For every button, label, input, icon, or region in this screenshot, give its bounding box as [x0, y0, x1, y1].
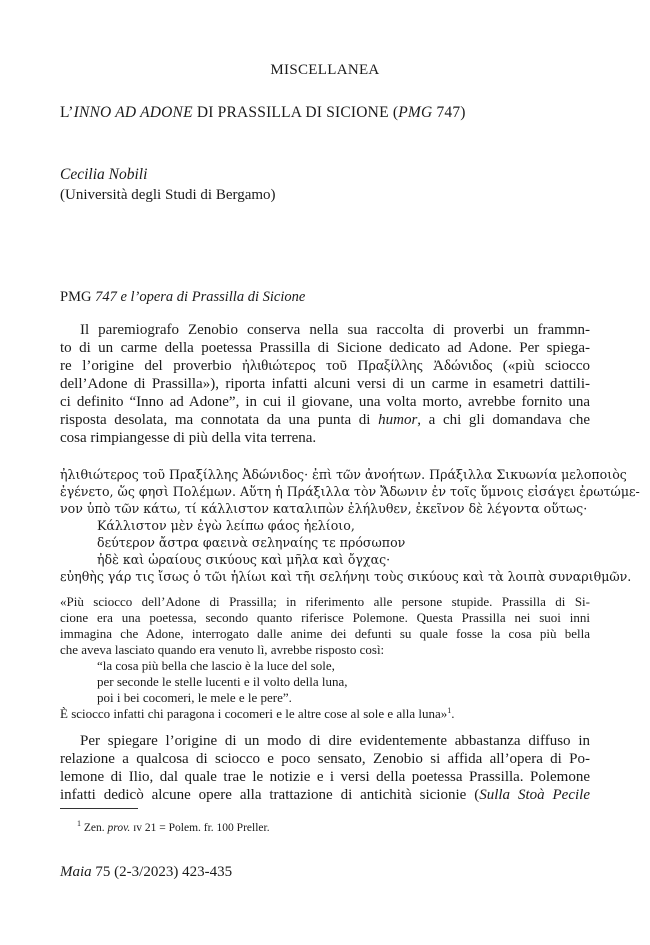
footnote: $^1$ Zen. prov. ɪv 21 = Polem. fr. 100 Preller. [77, 819, 270, 834]
subsection-heading: PMG 747 e l’opera di Prassilla di Sicione [60, 289, 306, 305]
greek-line: νον ὑπὸ τῶν κάτω, τί κάλλιστον καταλιπὼν ἐλήλυθεν, ἐκεῖνον δὲ λέγοντα οὕτως· [60, 501, 588, 516]
footnote-divider [60, 808, 138, 809]
greek-line: ἠλιθιώτερος τοῦ Πραξίλλης Ἀδώνιδος· ἐπὶ τῶν ἀνοήτων. Πράξιλλα Σικυωνία μελοποιὸς [60, 467, 627, 482]
article-title: L’INNO AD ADONE DI PRASSILLA DI SICIONE (PMG 747) [60, 104, 466, 121]
translation-line: immagina che Adone, interrogato dalle anime dei defunti su quale fosse la cosa più bella [60, 626, 590, 641]
translation-line: «Più sciocco dell’Adone di Prassilla; in riferimento alle persone stupide. Prassilla di Si- [60, 594, 590, 609]
text-line: lemone di Ilio, dal quale trae le notizie e i versi della poetessa Prassilla. Polemone [60, 769, 590, 785]
translation-verse: per seconde le stelle lucenti e il volto della luna, [97, 674, 348, 689]
translation-line: che aveva lasciato quando era venuto lì, avrebbe risposto così: [60, 642, 385, 657]
greek-verse: ἠδὲ καὶ ὡραίους σικύους καὶ μῆλα καὶ ὄγχας· [97, 552, 391, 567]
text-line: cosa rimpiangesse di più della vita terrena. [60, 430, 317, 446]
text-line: re l’origine del proverbio ἠλιθιώτερος τοῦ Πραξίλλης Ἀδώνιδος («più sciocco [60, 358, 590, 374]
text-line: Il paremiografo Zenobio conserva nella sua raccolta di proverbi un frammn- [80, 322, 590, 338]
text-line: risposta desolata, ma connotata da una punta di humor, a chi gli domandava che [60, 412, 590, 428]
text-line: ci definito “Inno ad Adone”, in cui il giovane, una volta morto, avrebbe fornito una [60, 394, 590, 410]
text-line: dell’Adone di Prassilla»), riporta infatti alcuni versi di un carme in esametri dattili- [60, 376, 590, 392]
greek-line: εὐηθὴς γάρ τις ἴσως ὁ τῶι ἡλίωι καὶ τῆι σελήνηι τοὺς σικύους καὶ τὰ λοιπὰ συναριθμῶν. [60, 569, 632, 584]
text-line: relazione a qualcosa di sciocco e poco sensato, Zenobio si affida all’opera di Po- [60, 751, 590, 767]
author-name: Cecilia Nobili [60, 166, 148, 183]
translation-line: È sciocco infatti chi paragona i cocomeri e le altre cose al sole e alla luna»$^1$. [60, 706, 455, 721]
section-heading: MISCELLANEA [270, 62, 380, 78]
journal-citation-footer: Maia 75 (2-3/2023) 423-435 [60, 864, 233, 880]
translation-line: cione era una poetessa, secondo quanto riferisce Polemone. Questa Prassilla nei suoi inni [60, 610, 590, 625]
text-line: to di un carme della poetessa Prassilla di Sicione dedicato ad Adone. Per spiega- [60, 340, 590, 356]
greek-verse: δεύτερον ἄστρα φαεινὰ σεληναίης τε πρόσωπον [97, 535, 406, 550]
author-affiliation: (Università degli Studi di Bergamo) [60, 187, 276, 203]
text-line: Per spiegare l’origine di un modo di dire evidentemente abbastanza diffuso in [80, 733, 590, 749]
translation-verse: “la cosa più bella che lascio è la luce del sole, [97, 658, 335, 673]
greek-verse: Κάλλιστον μὲν ἐγὼ λείπω φάος ἠελίοιο, [97, 518, 355, 533]
footnote-marker[interactable]: 1 [447, 706, 452, 715]
greek-line: ἐγένετο, ὥς φησὶ Πολέμων. Αὕτη ἡ Πράξιλλα τὸν Ἄδωνιν ἐν τοῖς ὕμνοις εἰσάγει ἐρωτώμε- [60, 484, 640, 499]
translation-verse: poi i bei cocomeri, le mele e le pere”. [97, 690, 292, 705]
text-line: infatti dedicò alcune opere alla trattazione di antichità sicionie (Sulla Stoà Pecile [60, 787, 590, 803]
